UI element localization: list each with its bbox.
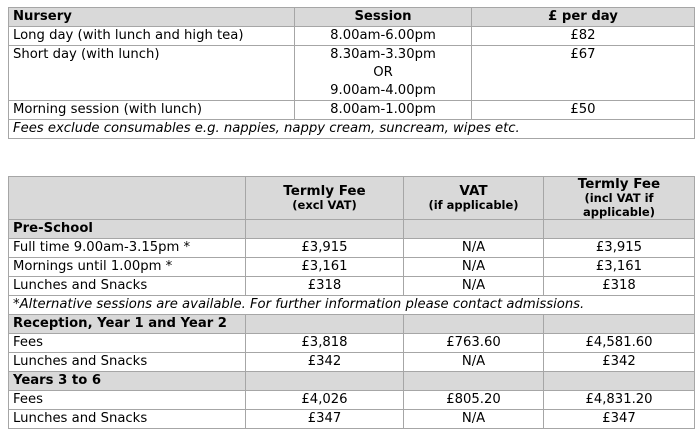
table-row [9,101,695,120]
table-row [9,46,695,101]
section-header-reception [9,315,695,334]
session-time: 8.00am-1.00pm [295,101,472,120]
fee-incl: £347 [544,410,695,429]
termly-fee-incl-header [544,177,695,220]
header-main: VAT [459,183,488,199]
price-value: £50 [472,101,695,120]
fee-incl: £3,915 [544,239,695,258]
fee-incl: £4,581.60 [544,334,695,353]
section-title: Reception, Year 1 and Year 2 [9,315,246,334]
session-time: 8.30am-3.30pm [330,47,436,62]
header-sub: (if applicable) [428,198,519,212]
price-per-day-header: £ per day [472,8,695,27]
table-row [9,410,695,429]
fee-incl: £4,831.20 [544,391,695,410]
vat-value: N/A [404,277,544,296]
vat-value: N/A [404,258,544,277]
table-row [9,258,695,277]
header-main: Termly Fee [577,176,661,192]
session-time: 8.00am-6.00pm [295,27,472,46]
table-row [9,391,695,410]
vat-value: £805.20 [404,391,544,410]
row-label: Lunches and Snacks [9,277,246,296]
row-label: Mornings until 1.00pm * [9,258,246,277]
school-fees-table [8,176,695,429]
row-label: Fees [9,391,246,410]
row-label: Fees [9,334,246,353]
fee-excl: £3,818 [246,334,404,353]
nursery-fees-table [8,7,695,139]
fee-excl: £3,915 [246,239,404,258]
vat-value: N/A [404,410,544,429]
section-title: Years 3 to 6 [9,372,246,391]
row-label: Morning session (with lunch) [9,101,295,120]
row-label: Full time 9.00am-3.15pm * [9,239,246,258]
section-header-preschool [9,220,695,239]
table-row [9,353,695,372]
vat-value: N/A [404,353,544,372]
row-label: Lunches and Snacks [9,353,246,372]
session-header: Session [295,8,472,27]
section-title: Pre-School [9,220,246,239]
session-times [295,46,472,101]
fee-incl: £318 [544,277,695,296]
fee-incl: £342 [544,353,695,372]
nursery-note: Fees exclude consumables e.g. nappies, nappy cream, suncream, wipes etc. [9,120,695,139]
header-sub: (excl VAT) [292,198,357,212]
table-row [9,27,695,46]
row-label: Long day (with lunch and high tea) [9,27,295,46]
vat-value: £763.60 [404,334,544,353]
table-row [9,334,695,353]
header-main: Termly Fee [283,183,366,199]
row-label: Short day (with lunch) [9,46,295,101]
vat-header [404,177,544,220]
table-row [9,239,695,258]
empty-header-cell [9,177,246,220]
termly-fee-excl-header [246,177,404,220]
fee-incl: £3,161 [544,258,695,277]
fee-excl: £342 [246,353,404,372]
fee-excl: £3,161 [246,258,404,277]
session-time: 9.00am-4.00pm [330,83,436,98]
price-value: £82 [472,27,695,46]
nursery-header-title: Nursery [9,8,295,27]
table-row [9,277,695,296]
row-label: Lunches and Snacks [9,410,246,429]
preschool-note: *Alternative sessions are available. For further information please contact admissions. [9,296,695,315]
fee-excl: £318 [246,277,404,296]
price-value: £67 [472,46,695,101]
fee-excl: £4,026 [246,391,404,410]
nursery-header-row [9,8,695,27]
preschool-note-row [9,296,695,315]
section-header-years-3-6 [9,372,695,391]
vat-value: N/A [404,239,544,258]
session-or: OR [373,65,393,80]
fee-excl: £347 [246,410,404,429]
header-sub: (incl VAT if applicable) [583,191,655,219]
nursery-note-row [9,120,695,139]
school-header-row [9,177,695,220]
